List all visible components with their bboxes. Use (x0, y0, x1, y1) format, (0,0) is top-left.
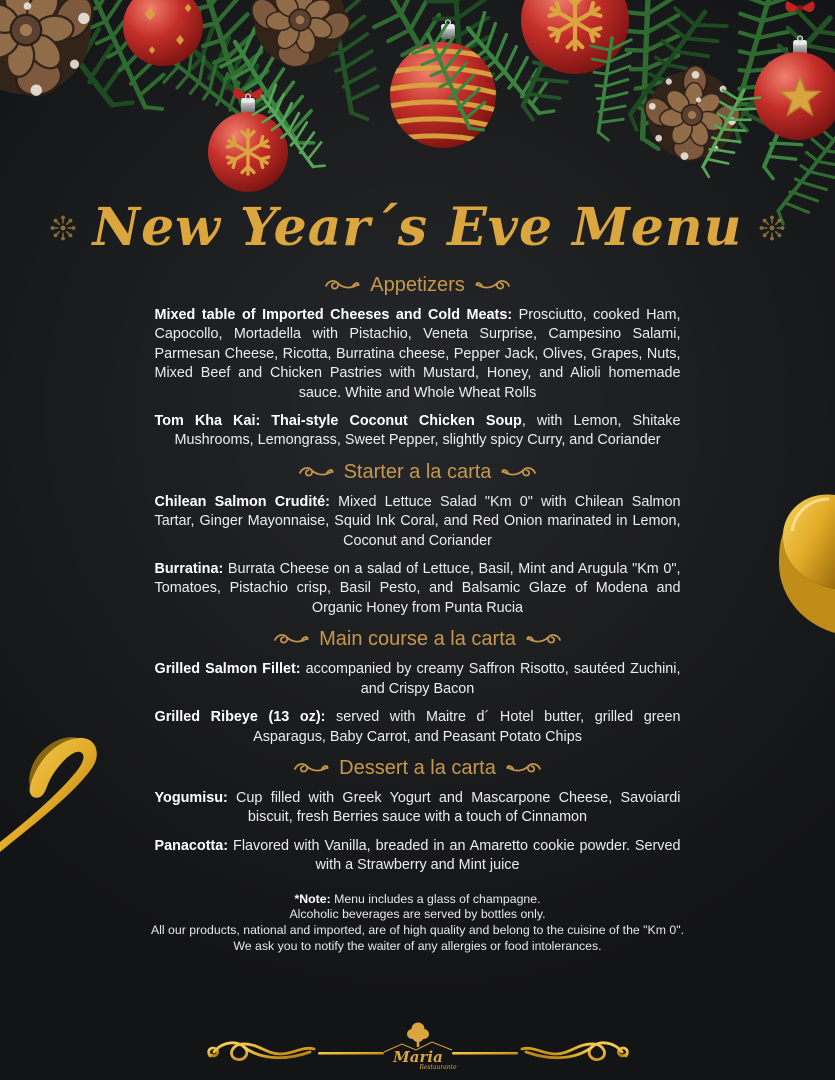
logo-name: Maria (392, 1048, 443, 1066)
menu-item: Tom Kha Kai: Thai-style Coconut Chicken Soup, with Lemon, Shitake Mushrooms, Lemongrass, Sweet Pepper, slightly spicy Curry, and Coriander (154, 413, 681, 449)
logo-subtitle: Restaurante (418, 1064, 457, 1071)
menu-item: Grilled Salmon Fillet: accompanied by creamy Saffron Risotto, sautéed Zuchini, and Crispy Bacon (154, 661, 681, 697)
note-line: Alcoholic beverages are served by bottles only. (289, 907, 546, 922)
section-title-dessert: Dessert a la carta (0, 757, 835, 780)
note-line: *Note: Menu includes a glass of champagne. (294, 891, 541, 906)
menu-item: Chilean Salmon Crudité: Mixed Lettuce Salad "Km 0" with Chilean Salmon Tartar, Ginger Mayonnaise, Squid Ink Coral, and Red Onion marinated in Lemon, Coconut and Coriander (154, 493, 681, 549)
sparkle-icon (49, 214, 77, 242)
menu-item: Yogumisu: Cup filled with Greek Yogurt and Mascarpone Cheese, Savoiardi biscuit, fresh Berries sauce with a touch of Cinnamon (154, 789, 681, 826)
page-title: New Year´s Eve Menu (92, 197, 743, 258)
flourish-left-icon (293, 761, 330, 776)
ornament-snowflake-icon (521, 0, 629, 74)
ornament-snowflake-hanging-icon (208, 88, 288, 192)
pinecone-icon (0, 0, 749, 165)
section-starter (155, 493, 681, 618)
pine-branch-front-icons (248, 22, 760, 184)
flourish-left-icon (273, 632, 310, 647)
flourish-right-icon (474, 278, 511, 293)
flourish-right-icon (500, 465, 537, 480)
menu-item: Panacotta: Flavored with Vanilla, breaded in an Amaretto cookie powder. Served with a Strawberry and Mint juice (154, 837, 681, 874)
divider-flourish (206, 1022, 630, 1080)
maria-tree-logo (384, 1023, 457, 1072)
section-appetizers (155, 306, 681, 451)
menu-content (0, 192, 835, 955)
footer-notes (148, 892, 688, 955)
menu-item: Burratina: Burrata Cheese on a salad of Lettuce, Basil, Mint and Arugula "Km 0", Tomatoes, Pistachio crisp, Basil Pesto, and Balsamic Glaze of Modena and Organic Honey from Punta Rucia (154, 561, 681, 616)
title-row (0, 192, 835, 264)
section-dessert (155, 789, 681, 876)
ornament-star-icon (754, 1, 835, 140)
flourish-right-icon (525, 632, 562, 647)
ornament-striped-icon (390, 20, 496, 148)
section-main-course (155, 660, 681, 747)
flourish-left-icon (298, 465, 335, 480)
section-title-starter: Starter a la carta (0, 461, 835, 484)
menu-item: Grilled Ribeye (13 oz): served with Maitre d´ Hotel butter, grilled green Asparagus, Baby Carrot, and Peasant Potato Chips (154, 709, 681, 745)
flourish-left-icon (324, 278, 361, 293)
menu-item: Mixed table of Imported Cheeses and Cold Meats: Prosciutto, cooked Ham, Capocollo, Mortadella with Pistachio, Veneta Surprise, Campesino Salami, Parmesan Cheese, Ricotta, Burratina cheese, Pepper Jack, Olives, Grapes, Nuts, Mixed Beef and Chicken Pastries with Mustard, Honey, and Alioli homemade sauce. White and Whole Wheat Rolls (154, 307, 681, 401)
tree-icon (407, 1023, 429, 1048)
flourish-right-icon (505, 761, 542, 776)
section-title-appetizers: Appetizers (0, 274, 835, 297)
sparkle-icon (758, 214, 786, 242)
note-line: All our products, national and imported, are of high quality and belong to the cuisine of the "Km 0". (150, 923, 685, 938)
section-title-main-course: Main course a la carta (0, 628, 835, 651)
ornament-diamond-icon (123, 0, 203, 66)
note-line: We ask you to notify the waiter of any allergies or food intolerances. (233, 938, 602, 953)
